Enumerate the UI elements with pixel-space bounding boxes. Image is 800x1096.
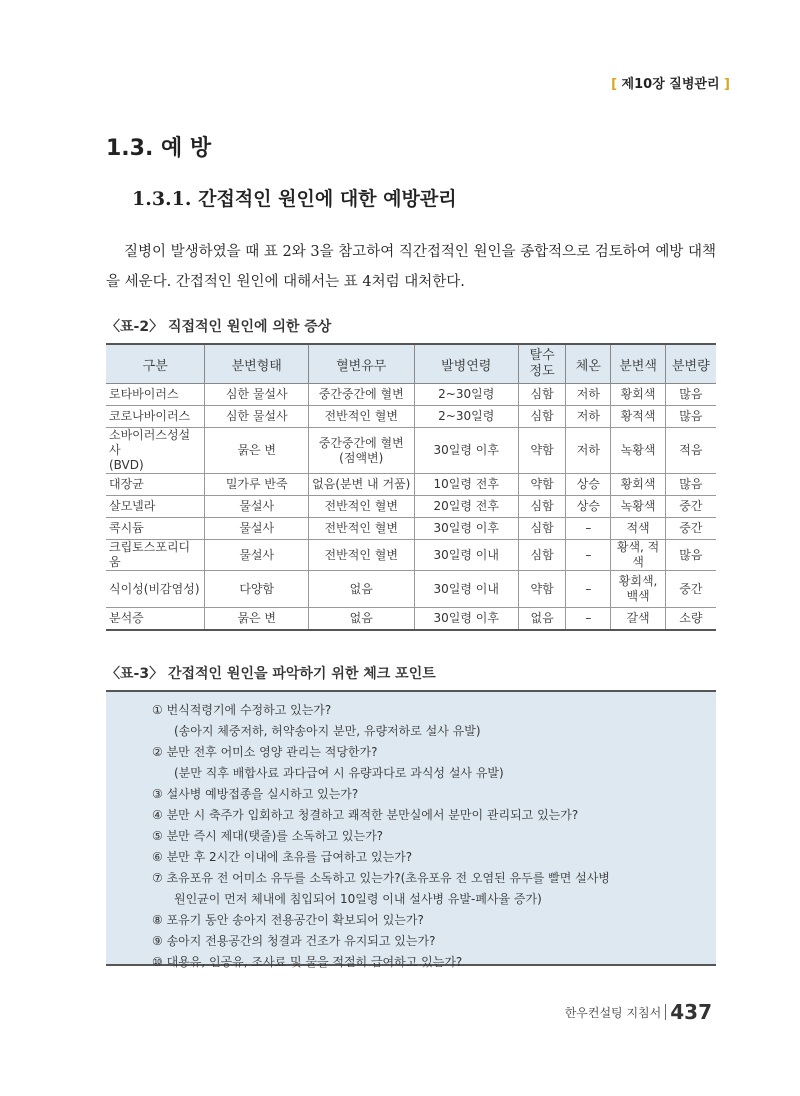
table-cell: 많음 bbox=[665, 540, 716, 571]
symptom-table bbox=[106, 343, 716, 631]
table-cell: 코로나바이러스 bbox=[106, 406, 205, 428]
table-cell: 없음 bbox=[308, 571, 414, 608]
table-cell: 전반적인 혈변 bbox=[308, 518, 414, 540]
table-cell: 중간 bbox=[665, 518, 716, 540]
table-cell: 심함 bbox=[519, 496, 566, 518]
checkpoint-item: ③ 설사병 예방접종을 실시하고 있는가? bbox=[152, 787, 359, 801]
col-header: 발병연령 bbox=[414, 344, 519, 384]
table-cell: 저하 bbox=[566, 406, 611, 428]
checkpoint-item: ② 분만 전후 어미소 영양 관리는 적당한가? bbox=[152, 745, 378, 759]
bracket-open: [ bbox=[611, 77, 618, 92]
table-cell: 심함 bbox=[519, 540, 566, 571]
col-header: 분변형태 bbox=[205, 344, 309, 384]
table-cell: 심함 bbox=[519, 384, 566, 406]
table-cell: 물설사 bbox=[205, 540, 309, 571]
table-cell: 황회색 bbox=[611, 384, 665, 406]
table3-caption: 〈표-3〉 간접적인 원인을 파악하기 위한 체크 포인트 bbox=[106, 666, 436, 682]
table-cell: 녹황색 bbox=[611, 496, 665, 518]
table-row bbox=[106, 384, 716, 406]
table-cell: 소바이러스성설사 (BVD) bbox=[106, 428, 205, 474]
table-row bbox=[106, 518, 716, 540]
table-cell: 30일령 이후 bbox=[414, 518, 519, 540]
table-cell: 황색, 적색 bbox=[611, 540, 665, 571]
table-cell: 2~30일령 bbox=[414, 406, 519, 428]
table-cell: 30일령 이후 bbox=[414, 608, 519, 631]
checkpoint-item: ⑩ 대용유, 인공유, 조사료 및 물을 적절히 급여하고 있는가? bbox=[152, 955, 463, 969]
table-cell: 30일령 이내 bbox=[414, 571, 519, 608]
table-cell: 심함 bbox=[519, 518, 566, 540]
checkpoint-item: ⑧ 포유기 동안 송아지 전용공간이 확보되어 있는가? bbox=[152, 913, 424, 927]
table-cell: 없음 bbox=[519, 608, 566, 631]
checkpoint-box bbox=[106, 690, 716, 969]
table-cell: 20일령 전후 bbox=[414, 496, 519, 518]
footer-divider bbox=[665, 1004, 666, 1020]
checkpoint-item: ① 번식적령기에 수정하고 있는가? bbox=[152, 703, 332, 717]
table-row bbox=[106, 540, 716, 571]
table-cell: 30일령 이후 bbox=[414, 428, 519, 474]
col-header: 분변색 bbox=[611, 344, 665, 384]
table-cell: – bbox=[566, 608, 611, 631]
table-cell: 많음 bbox=[665, 406, 716, 428]
table-cell: 콕시듐 bbox=[106, 518, 205, 540]
checkpoint-item: ⑨ 송아지 전용공간의 청결과 건조가 유지되고 있는가? bbox=[152, 934, 436, 948]
table-header-row bbox=[106, 344, 716, 384]
table-cell: 심한 물설사 bbox=[205, 384, 309, 406]
table-cell: 전반적인 혈변 bbox=[308, 496, 414, 518]
table-cell: 저하 bbox=[566, 384, 611, 406]
col-header: 탈수 정도 bbox=[519, 344, 566, 384]
table-cell: 없음(분변 내 거품) bbox=[308, 474, 414, 496]
checkpoint-item: (분만 직후 배합사료 과다급여 시 유량과다로 과식성 설사 유발) bbox=[174, 766, 504, 780]
table-row bbox=[106, 428, 716, 474]
col-header: 분변량 bbox=[665, 344, 716, 384]
table-cell: 중간중간에 혈변 bbox=[308, 384, 414, 406]
chapter-label: 제10장 질병관리 bbox=[621, 77, 720, 92]
table-cell: 전반적인 혈변 bbox=[308, 540, 414, 571]
table-cell: 다양함 bbox=[205, 571, 309, 608]
page-number: 437 bbox=[670, 1000, 712, 1024]
table-cell: 중간 bbox=[665, 571, 716, 608]
table-cell: – bbox=[566, 571, 611, 608]
table-cell: 심한 물설사 bbox=[205, 406, 309, 428]
checkpoint-item: ⑦ 초유포유 전 어미소 유두를 소독하고 있는가?(초유포유 전 오염된 유두를 빨면 설사병 bbox=[152, 871, 610, 885]
chapter-header bbox=[611, 73, 730, 92]
table-cell: – bbox=[566, 540, 611, 571]
col-header: 혈변유무 bbox=[308, 344, 414, 384]
col-header: 구분 bbox=[106, 344, 205, 384]
table-cell: 적색 bbox=[611, 518, 665, 540]
checkpoint-list bbox=[106, 692, 716, 973]
table-cell: 상승 bbox=[566, 496, 611, 518]
table-cell: 상승 bbox=[566, 474, 611, 496]
body-paragraph: 질병이 발생하였을 때 표 2와 3을 참고하여 직간접적인 원인을 종합적으로 검토하여 예방 대책을 세운다. 간접적인 원인에 대해서는 표 4처럼 대처한다. bbox=[106, 244, 717, 290]
table-cell: 10일령 전후 bbox=[414, 474, 519, 496]
table-cell: 대장균 bbox=[106, 474, 205, 496]
table-cell: 살모넬라 bbox=[106, 496, 205, 518]
book-title: 한우컨설팅 지침서 bbox=[564, 1006, 662, 1020]
table-cell: 2~30일령 bbox=[414, 384, 519, 406]
table-cell: 많음 bbox=[665, 384, 716, 406]
col-header: 체온 bbox=[566, 344, 611, 384]
table-cell: 전반적인 혈변 bbox=[308, 406, 414, 428]
table-cell: 약함 bbox=[519, 571, 566, 608]
table-cell: 소량 bbox=[665, 608, 716, 631]
table-row bbox=[106, 608, 716, 631]
page-footer bbox=[565, 1000, 712, 1024]
table-cell: 물설사 bbox=[205, 496, 309, 518]
table-cell: – bbox=[566, 518, 611, 540]
table-cell: 중간중간에 혈변 (점액변) bbox=[308, 428, 414, 474]
table-cell: 크립토스포리디움 bbox=[106, 540, 205, 571]
table-cell: 30일령 이내 bbox=[414, 540, 519, 571]
table-cell: 묽은 변 bbox=[205, 428, 309, 474]
subsection-title: 1.3.1. 간접적인 원인에 대한 예방관리 bbox=[132, 188, 457, 210]
table-cell: 밀가루 반죽 bbox=[205, 474, 309, 496]
table-cell: 심함 bbox=[519, 406, 566, 428]
table-cell: 황적색 bbox=[611, 406, 665, 428]
table-cell: 녹황색 bbox=[611, 428, 665, 474]
table-cell: 저하 bbox=[566, 428, 611, 474]
table-row bbox=[106, 571, 716, 608]
table-cell: 약함 bbox=[519, 428, 566, 474]
checkpoint-item: ⑤ 분만 즉시 제대(탯줄)를 소독하고 있는가? bbox=[152, 829, 384, 843]
table2-caption: 〈표-2〉 직접적인 원인에 의한 증상 bbox=[106, 319, 332, 335]
table-cell: 황회색 bbox=[611, 474, 665, 496]
bracket-close: ] bbox=[724, 77, 730, 92]
table-cell: 로타바이러스 bbox=[106, 384, 205, 406]
table-row bbox=[106, 406, 716, 428]
table-cell: 중간 bbox=[665, 496, 716, 518]
table-cell: 약함 bbox=[519, 474, 566, 496]
checkpoint-item: 원인균이 먼저 체내에 침입되어 10일령 이내 설사병 유발-폐사율 증가) bbox=[174, 892, 542, 906]
table-cell: 묽은 변 bbox=[205, 608, 309, 631]
table-cell: 분석증 bbox=[106, 608, 205, 631]
table-cell: 없음 bbox=[308, 608, 414, 631]
table-cell: 물설사 bbox=[205, 518, 309, 540]
table-cell: 적음 bbox=[665, 428, 716, 474]
table-row bbox=[106, 496, 716, 518]
section-title: 1.3. 예 방 bbox=[106, 136, 212, 161]
table-cell: 갈색 bbox=[611, 608, 665, 631]
table-row bbox=[106, 474, 716, 496]
checkpoint-item: ④ 분만 시 축주가 입회하고 청결하고 쾌적한 분만실에서 분만이 관리되고 있는가? bbox=[152, 808, 579, 822]
checkpoint-item: (송아지 체중저하, 허약송아지 분만, 유량저하로 설사 유발) bbox=[174, 724, 481, 738]
checkpoint-item: ⑥ 분만 후 2시간 이내에 초유를 급여하고 있는가? bbox=[152, 850, 413, 864]
table-cell: 식이성(비감염성) bbox=[106, 571, 205, 608]
table-cell: 황회색, 백색 bbox=[611, 571, 665, 608]
table-cell: 많음 bbox=[665, 474, 716, 496]
